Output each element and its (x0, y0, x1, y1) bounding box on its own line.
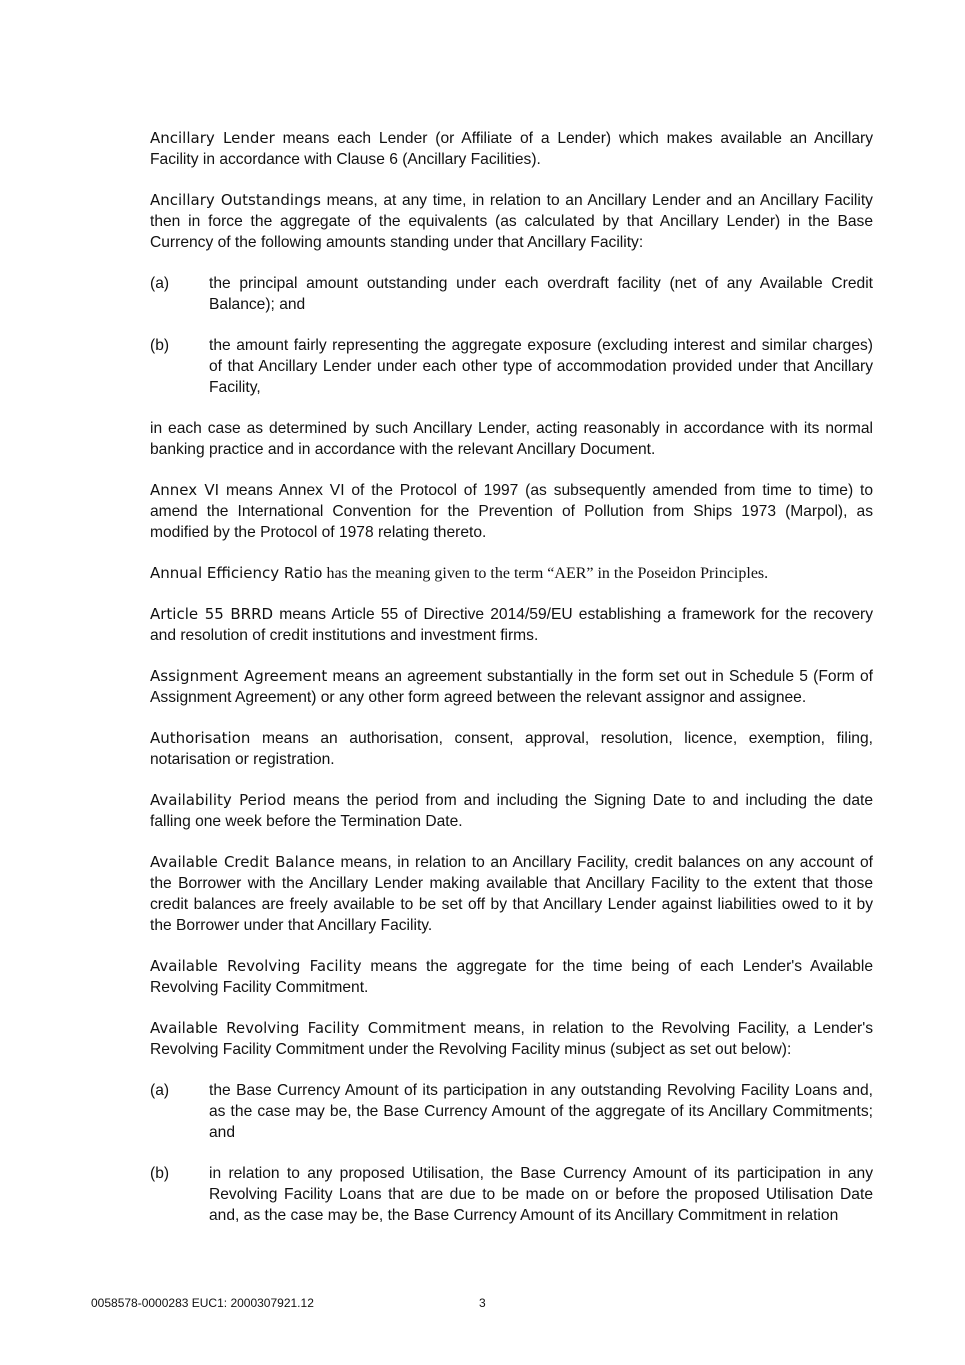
definition (150, 563, 873, 584)
definition (150, 1018, 873, 1060)
list-item (150, 335, 873, 398)
list-item (150, 273, 873, 315)
definition-text: means, in relation to an Ancillary Facility, credit balances on any account of the Borrower with the Ancillary Lender making available that Ancillary Facility to the extent that those credit balances are freely available to be set off by that Ancillary Lender against liabilities owed to it by the Borrower under that Ancillary Facility. (150, 854, 873, 934)
definition-text: means the period from and including the Signing Date to and including the date falling one week before the Termination Date. (150, 792, 873, 830)
definition-text: means Annex VI of the Protocol of 1997 (as subsequently amended from time to time) to amend the International Convention for the Prevention of Pollution from Ships 1973 (Marpol), as modified by the Protocol of 1978 relating thereto. (150, 482, 873, 541)
definition (150, 852, 873, 936)
definition (150, 128, 873, 170)
document-body (150, 128, 873, 1246)
definition-text: has the meaning given to the term “AER” in the Poseidon Principles. (322, 565, 769, 582)
definition (150, 790, 873, 832)
definition (150, 480, 873, 543)
list-item-number: (a) (150, 275, 170, 292)
definition-text: means the aggregate for the time being of each Lender's Available Revolving Facility Commitment. (150, 958, 873, 996)
defined-term: Available Revolving Facility Commitment (150, 1019, 466, 1037)
document-reference: 0058578-0000283 EUC1: 2000307921.12 (91, 1296, 314, 1310)
definition-text: means Article 55 of Directive 2014/59/EU establishing a framework for the recovery and resolution of credit institutions and investment firms. (150, 606, 873, 644)
definition-text: means an authorisation, consent, approval, resolution, licence, exemption, filing, notarisation or registration. (150, 730, 873, 768)
defined-term: Available Credit Balance (150, 853, 335, 871)
definition-text: means, in relation to the Revolving Facility, a Lender's Revolving Facility Commitment under the Revolving Facility minus (subject as set out below): (150, 1020, 874, 1058)
definition (150, 728, 873, 770)
defined-term: Availability Period (150, 791, 286, 809)
list-item-number: (b) (150, 337, 170, 354)
list-item-number: (a) (150, 1082, 170, 1099)
defined-term: Ancillary Outstandings (150, 191, 321, 209)
definition (150, 190, 873, 253)
list-item-text: the principal amount outstanding under each overdraft facility (net of any Available Credit Balance); and (209, 275, 873, 313)
definition-text: means each Lender (or Affiliate of a Lender) which makes available an Ancillary Facility in accordance with Clause 6 (Ancillary Facilities). (150, 130, 873, 168)
list-item-text: the Base Currency Amount of its participation in any outstanding Revolving Facility Loans and, as the case may be, the Base Currency Amount of the aggregate of its Ancillary Commitments; and (209, 1082, 873, 1141)
definition (150, 666, 873, 708)
definition (150, 956, 873, 998)
paragraph: in each case as determined by such Ancillary Lender, acting reasonably in accordance with its normal banking practice and in accordance with the relevant Ancillary Document. (150, 420, 873, 458)
definition-text: means an agreement substantially in the form set out in Schedule 5 (Form of Assignment Agreement) or any other form agreed between the relevant assignor and assignee. (150, 668, 873, 706)
defined-term: Assignment Agreement (150, 667, 328, 685)
defined-term: Annual Efficiency Ratio (150, 564, 323, 582)
list-item (150, 1080, 873, 1143)
list-item-text: the amount fairly representing the aggregate exposure (excluding interest and similar charges) of that Ancillary Lender under each other type of accommodation provided under that Ancillary Facility, (209, 337, 873, 396)
list-item-text: in relation to any proposed Utilisation, the Base Currency Amount of its participation in any Revolving Facility Loans that are due to be made on or before the proposed Utilisation Date and, as the case may be, the Base Currency Amount of its Ancillary Commitment in relation (209, 1165, 873, 1224)
page-number: 3 (479, 1296, 486, 1310)
definition (150, 604, 873, 646)
defined-term: Authorisation (150, 729, 251, 747)
defined-term: Annex VI (150, 481, 220, 499)
list-item (150, 1163, 873, 1226)
list-item-number: (b) (150, 1165, 170, 1182)
definition-text: means, at any time, in relation to an Ancillary Lender and an Ancillary Facility then in force the aggregate of the equivalents (as calculated by that Ancillary Lender) in the Base Currency of the following amounts standing under that Ancillary Facility: (150, 192, 873, 251)
defined-term: Article 55 BRRD (150, 605, 274, 623)
defined-term: Available Revolving Facility (150, 957, 362, 975)
defined-term: Ancillary Lender (150, 129, 275, 147)
